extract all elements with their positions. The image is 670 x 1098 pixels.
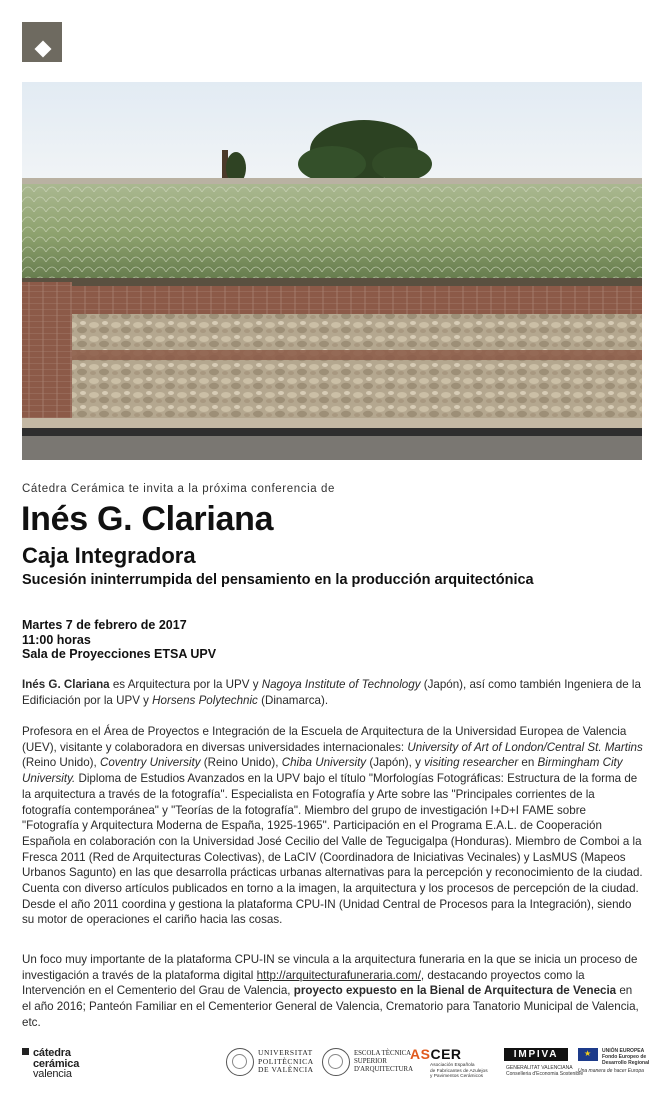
bio-text: es Arquitectura por la UPV y [109, 678, 262, 691]
bio-text: visiting researcher [424, 756, 519, 770]
logo-text: CER [430, 1046, 462, 1062]
invite-line: Cátedra Cerámica te invita a la próxima conferencia de [22, 483, 336, 495]
bio-text: Chiba University [281, 756, 367, 770]
upv-logo-text [258, 1049, 314, 1075]
bio-paragraph-1 [22, 677, 644, 708]
logo-text: POLITÈCNICA [258, 1056, 314, 1066]
bio-text: (Reino Unido), [200, 756, 282, 770]
eu-flag-icon [578, 1048, 598, 1061]
bio-text: Un foco muy importante de la plataforma CPU-IN se vincula a la arquitectura funeraria en la que se inicia un proceso de investigación a través de la plataforma digital [22, 953, 638, 982]
upv-seal-icon [226, 1048, 254, 1076]
logo-text: ESCOLA TÈCNICA [354, 1050, 412, 1057]
event-time: 11:00 horas [22, 632, 91, 647]
logo-text: UNIÓN EUROPEA [602, 1048, 645, 1054]
logo-text: Desarrollo Regional [602, 1060, 650, 1066]
bio-text: en [518, 756, 538, 770]
logo-text: Fondo Europeo de [602, 1054, 647, 1060]
talk-subtitle: Sucesión ininterrumpida del pensamiento en la producción arquitectónica [22, 572, 534, 588]
etsa-logo-text [354, 1050, 413, 1074]
bio-text: (Japón), así como también Ingeniera de la Edificiación por la UPV y [22, 678, 641, 707]
logo-text: y Pavimentos Cerámicos [430, 1074, 484, 1080]
bio-text: Coventry University [99, 756, 201, 770]
etsa-seal-icon [322, 1048, 350, 1076]
bio-text: Nagoya Institute of Technology [261, 678, 421, 691]
impiva-logo: IMPIVA [504, 1048, 568, 1061]
event-date: Martes 7 de febrero de 2017 [22, 618, 187, 632]
logo-text: D'ARQUITECTURA [354, 1066, 413, 1073]
bio-text: University of Art of London/Central St. Martins [407, 740, 643, 754]
logo-text: cátedra [33, 1047, 71, 1059]
bio-text: Diploma de Estudios Avanzados en la UPV bajo el título "Morfologías Fotográficas: Estructura de la forma de la arquitectura a través de la fotografía". Especialista en Fotografía y Arte sobre las "Principales corrientes de la fotografía contemporánea" y "Teorías de la fotografía". Miembro del grupo de investigación I+D+I FAME sobre "Fotografía y Arquitectura Moderna de España, 1925-1965". Participación en el Programa E.A.L. de Cooperación Española en colaboración con la Universidad José Cecilio del Valle de Tegucigalpa (Honduras). Miembro de Comboi a la Fresca 2011 (Red de Arquitecturas Colectivas), de LaCIV (Coordinadora de Iniciativas Vecinales) y LasMUS (Mapeos Urbanos Sagunto) en las que desarrolla prácticas urbanas alternativas para la percepción y reconocimiento de la ciudad. Cuenta con diverso artículos publicados en torno a la imagen, la arquitectura y los procesos de percepción de la ciudad. Desde el año 2011 coordina y gestiona la plataforma CPU-IN (Unidad Central de Procesos para la Integración), siendo su motor de operaciones el cariño hacia las cosas. [22, 772, 643, 927]
talk-title: Caja Integradora [22, 543, 196, 568]
logo-text: valencia [33, 1068, 72, 1080]
logo-text: DE VALÈNCIA [258, 1065, 314, 1074]
bio-text: (Reino Unido), [22, 756, 100, 770]
bio-paragraph-3 [22, 952, 644, 1031]
arquitectura-funeraria-link[interactable]: http://arquitecturafuneraria.com/ [256, 968, 421, 982]
logo-text: UNIVERSITAT [258, 1048, 313, 1057]
bio-text: proyecto expuesto en la Bienal de Arquitectura de Venecia [293, 984, 617, 998]
header-photo-tiled-wall [22, 82, 642, 460]
speaker-name: Inés G. Clariana [21, 500, 274, 538]
logo-text: Asociación Española [430, 1063, 475, 1068]
ascer-subtitle [430, 1063, 488, 1080]
bio-text: Horsens Polytechnic [152, 693, 258, 707]
bio-name: Inés G. Clariana [22, 678, 110, 691]
sponsor-footer [0, 1042, 670, 1092]
eu-logo-text [602, 1048, 649, 1066]
bio-text: (Japón), y [366, 756, 425, 770]
bio-text: , destacando proyectos como la Intervención en el Cementerio del Grau de Valencia, [22, 968, 585, 998]
logo-text: cerámica [33, 1057, 80, 1070]
bio-text: (Dinamarca). [257, 693, 329, 707]
event-details [22, 618, 216, 662]
square-icon [22, 1048, 29, 1055]
bio-paragraph-2 [22, 724, 644, 928]
logo-text: GENERALITAT VALENCIANA [506, 1065, 573, 1071]
eu-motto: Una manera de hacer Europa [578, 1068, 644, 1074]
logo-text: AS [410, 1046, 431, 1062]
diamond-icon [35, 41, 52, 58]
event-venue: Sala de Proyecciones ETSA UPV [22, 647, 217, 661]
catedra-ceramica-footer-logo [22, 1048, 79, 1080]
logo-text: de Fabricantes de Azulejos [430, 1068, 488, 1074]
ascer-logo [410, 1046, 462, 1062]
logo-text: Conselleria d'Economia Sostenible [506, 1071, 584, 1077]
bio-text: Profesora en el Área de Proyectos e Integración de la Escuela de Arquitectura de la Universidad Europea de Valencia (UEV), visitante y colaboradora en diversas universidades internacionales: [22, 725, 627, 754]
generalitat-text [506, 1065, 583, 1077]
bio-text: Birmingham City University. [22, 756, 623, 786]
catedra-ceramica-logo [22, 22, 62, 62]
bio-text: en el año 2016; Panteón Familiar en el Cementerior General de Valencia, Crematorio para Tanatorio Municipal de Valencia, etc. [22, 984, 639, 1029]
logo-text: SUPERIOR [354, 1058, 387, 1065]
